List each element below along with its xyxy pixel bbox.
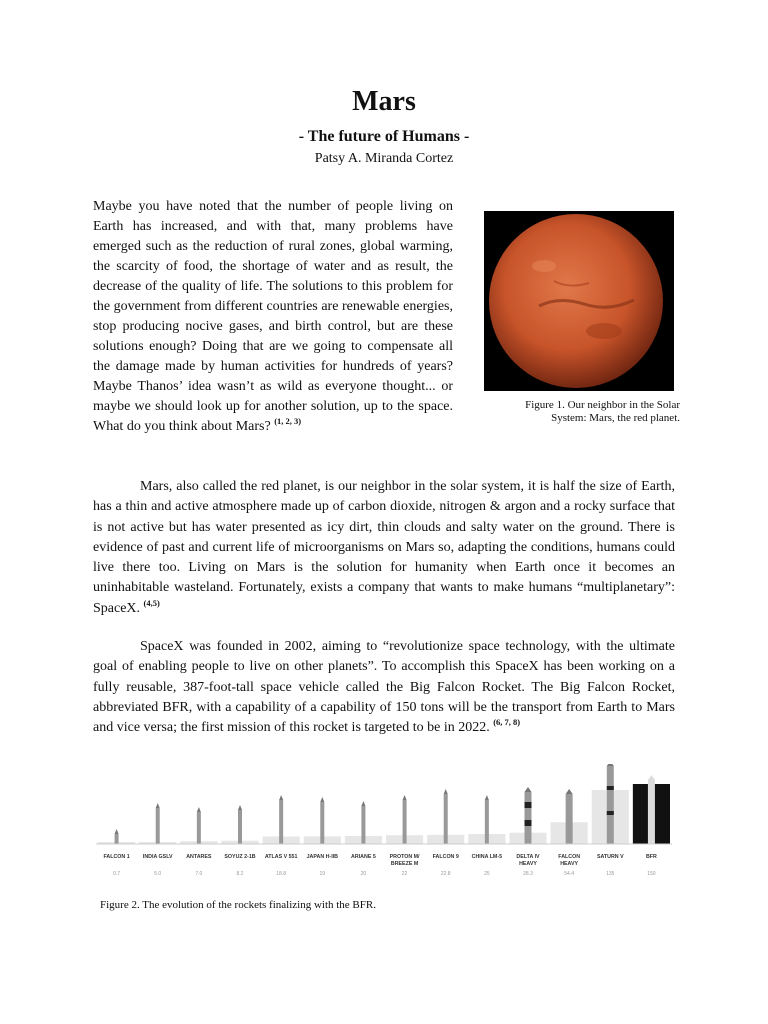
rocket-value-label: 7.0: [195, 871, 203, 877]
rocket-nose: [403, 795, 407, 800]
page-subtitle: - The future of Humans -: [298, 128, 470, 145]
figure1-caption: Figure 1. Our neighbor in the Solar System: Mars, the red planet.: [525, 399, 680, 424]
rocket-value-label: 25: [484, 871, 490, 877]
paragraph-2: [93, 477, 675, 619]
rocket-value-label: 8.2: [236, 871, 244, 877]
rocket-value-label: 18.8: [276, 871, 287, 877]
rocket-nose: [648, 775, 655, 780]
rocket-value-label: 20: [360, 871, 367, 877]
rocket-nose: [525, 787, 532, 792]
rocket-icon: [238, 810, 242, 844]
rocket-name-label: ANTARES: [186, 854, 212, 860]
rocket-icon: [197, 812, 201, 844]
rocket-value-label: 22: [401, 871, 408, 877]
rocket-name-label: INDIA GSLV: [142, 854, 173, 860]
rocket-icon: [279, 800, 283, 844]
rocket-value-label: 19: [319, 871, 326, 877]
rocket-value-label: 22.8: [440, 871, 451, 877]
rocket-name-label: DELTA IV: [516, 854, 540, 860]
rocket-nose: [566, 789, 573, 794]
rocket-nose: [197, 807, 201, 812]
rocket-name-label: CHINA LM-5: [471, 854, 503, 860]
rocket-nose: [238, 805, 242, 810]
rocket-name-label: ATLAS V 551: [264, 854, 298, 860]
rocket-value-label: 135: [606, 871, 615, 877]
rocket-icon: [607, 766, 614, 844]
rocket-value-label: 54.4: [564, 871, 575, 877]
rocket-icon: [648, 780, 655, 844]
rocket-nose: [361, 801, 365, 806]
page-title: Mars: [352, 86, 416, 117]
rocket-name-label: SOYUZ 2-1B: [224, 854, 256, 860]
rocket-icon: [566, 794, 573, 844]
rocket-name-label: PROTON M/: [389, 854, 420, 860]
intro-paragraph: [93, 197, 453, 437]
rocket-name-label: HEAVY: [560, 861, 579, 867]
rocket-icon: [525, 792, 532, 844]
rocket-icon: [115, 834, 119, 844]
rocket-nose: [115, 829, 119, 834]
paragraph-3-refs: (6, 7, 8): [493, 717, 521, 728]
rocket-nose: [156, 803, 160, 808]
rocket-name-label: FALCON: [558, 854, 581, 860]
figure2-caption: Figure 2. The evolution of the rockets finalizing with the BFR.: [100, 899, 376, 911]
figure1-image: [484, 211, 674, 391]
rocket-nose: [485, 795, 489, 800]
rocket-name-label: JAPAN H-IIB: [306, 854, 338, 860]
rocket-nose: [444, 789, 448, 794]
intro-text: Maybe you have noted that the number of people living on Earth has increased, and with that, many problems have emerged such as the reduction of rural zones, global warming, the scarcity of food, the shortage of water and as result, the decrease of the quality of life. The solutions to this problem for the government from different countries are renewable energies, stop producing nocive gases, and birth control, but are these solutions enough? Doing that are we going to compensate all the damage made by human activities for hundreds of years? Maybe Thanos’ idea wasn’t as wild as everyone thought... or maybe we should look up for another solution, up to the space. What do you think about Mars?: [93, 199, 453, 434]
rocket-value-label: 5.0: [154, 871, 162, 877]
rocket-nose: [279, 795, 283, 800]
rocket-nose: [320, 797, 324, 802]
paragraph-2-refs: (4,5): [143, 597, 160, 608]
rocket-value-label: 28.3: [523, 871, 533, 877]
paragraph-2-text: Mars, also called the red planet, is our neighbor in the solar system, it is half the size of Earth, has a thin and active atmosphere made up of carbon dioxide, nitrogen & argon and a rocky surface that is not active but has water presented as icy dirt, thin clouds and salty water on the ground. There is evidence of past and current life of microorganisms on Mars so, adapting the conditions, humans could live there too. Living on Mars is the solution for humanity when Earth once it becomes an uninhabitable wasteland. Fortunately, exists a company that wants to make humans “multiplanetary”: SpaceX.: [93, 479, 675, 616]
rocket-name-label: FALCON 9: [432, 854, 459, 860]
rocket-name-label: ARIANE 5: [351, 854, 376, 860]
figure2-rocket-chart: [96, 764, 672, 884]
intro-refs: (1, 2, 3): [274, 416, 302, 426]
rocket-name-label: BREEZE M: [390, 861, 419, 867]
rocket-value-label: 150: [647, 871, 656, 877]
rocket-name-label: HEAVY: [519, 861, 537, 867]
paragraph-3-text: SpaceX was founded in 2002, aiming to “revolutionize space technology, with the ultimate goal of enabling people to live on other planets”. To accomplish this SpaceX has been working on a fully reusable, 387-foot-tall space vehicle called the Big Falcon Rocket. The Big Falcon Rocket, abbreviated BFR, with a capability of a capability of 150 tons will be the transport from Earth to Mars and vice versa; the first mission of this rocket is targeted to be in 2022.: [93, 639, 675, 736]
rocket-name-label: BFR: [645, 854, 657, 860]
rocket-icon: [320, 802, 324, 844]
paragraph-3: [93, 637, 675, 738]
rocket-icon: [444, 794, 448, 844]
author: Patsy A. Miranda Cortez: [314, 151, 454, 166]
rocket-icon: [403, 800, 407, 844]
rocket-value-label: 0.7: [113, 871, 121, 877]
rocket-icon: [485, 800, 489, 844]
rocket-nose: [607, 764, 614, 766]
rocket-name-label: FALCON 1: [103, 854, 130, 860]
rocket-name-label: SATURN V: [596, 854, 624, 860]
rocket-icon: [361, 806, 365, 844]
rocket-icon: [156, 808, 160, 844]
